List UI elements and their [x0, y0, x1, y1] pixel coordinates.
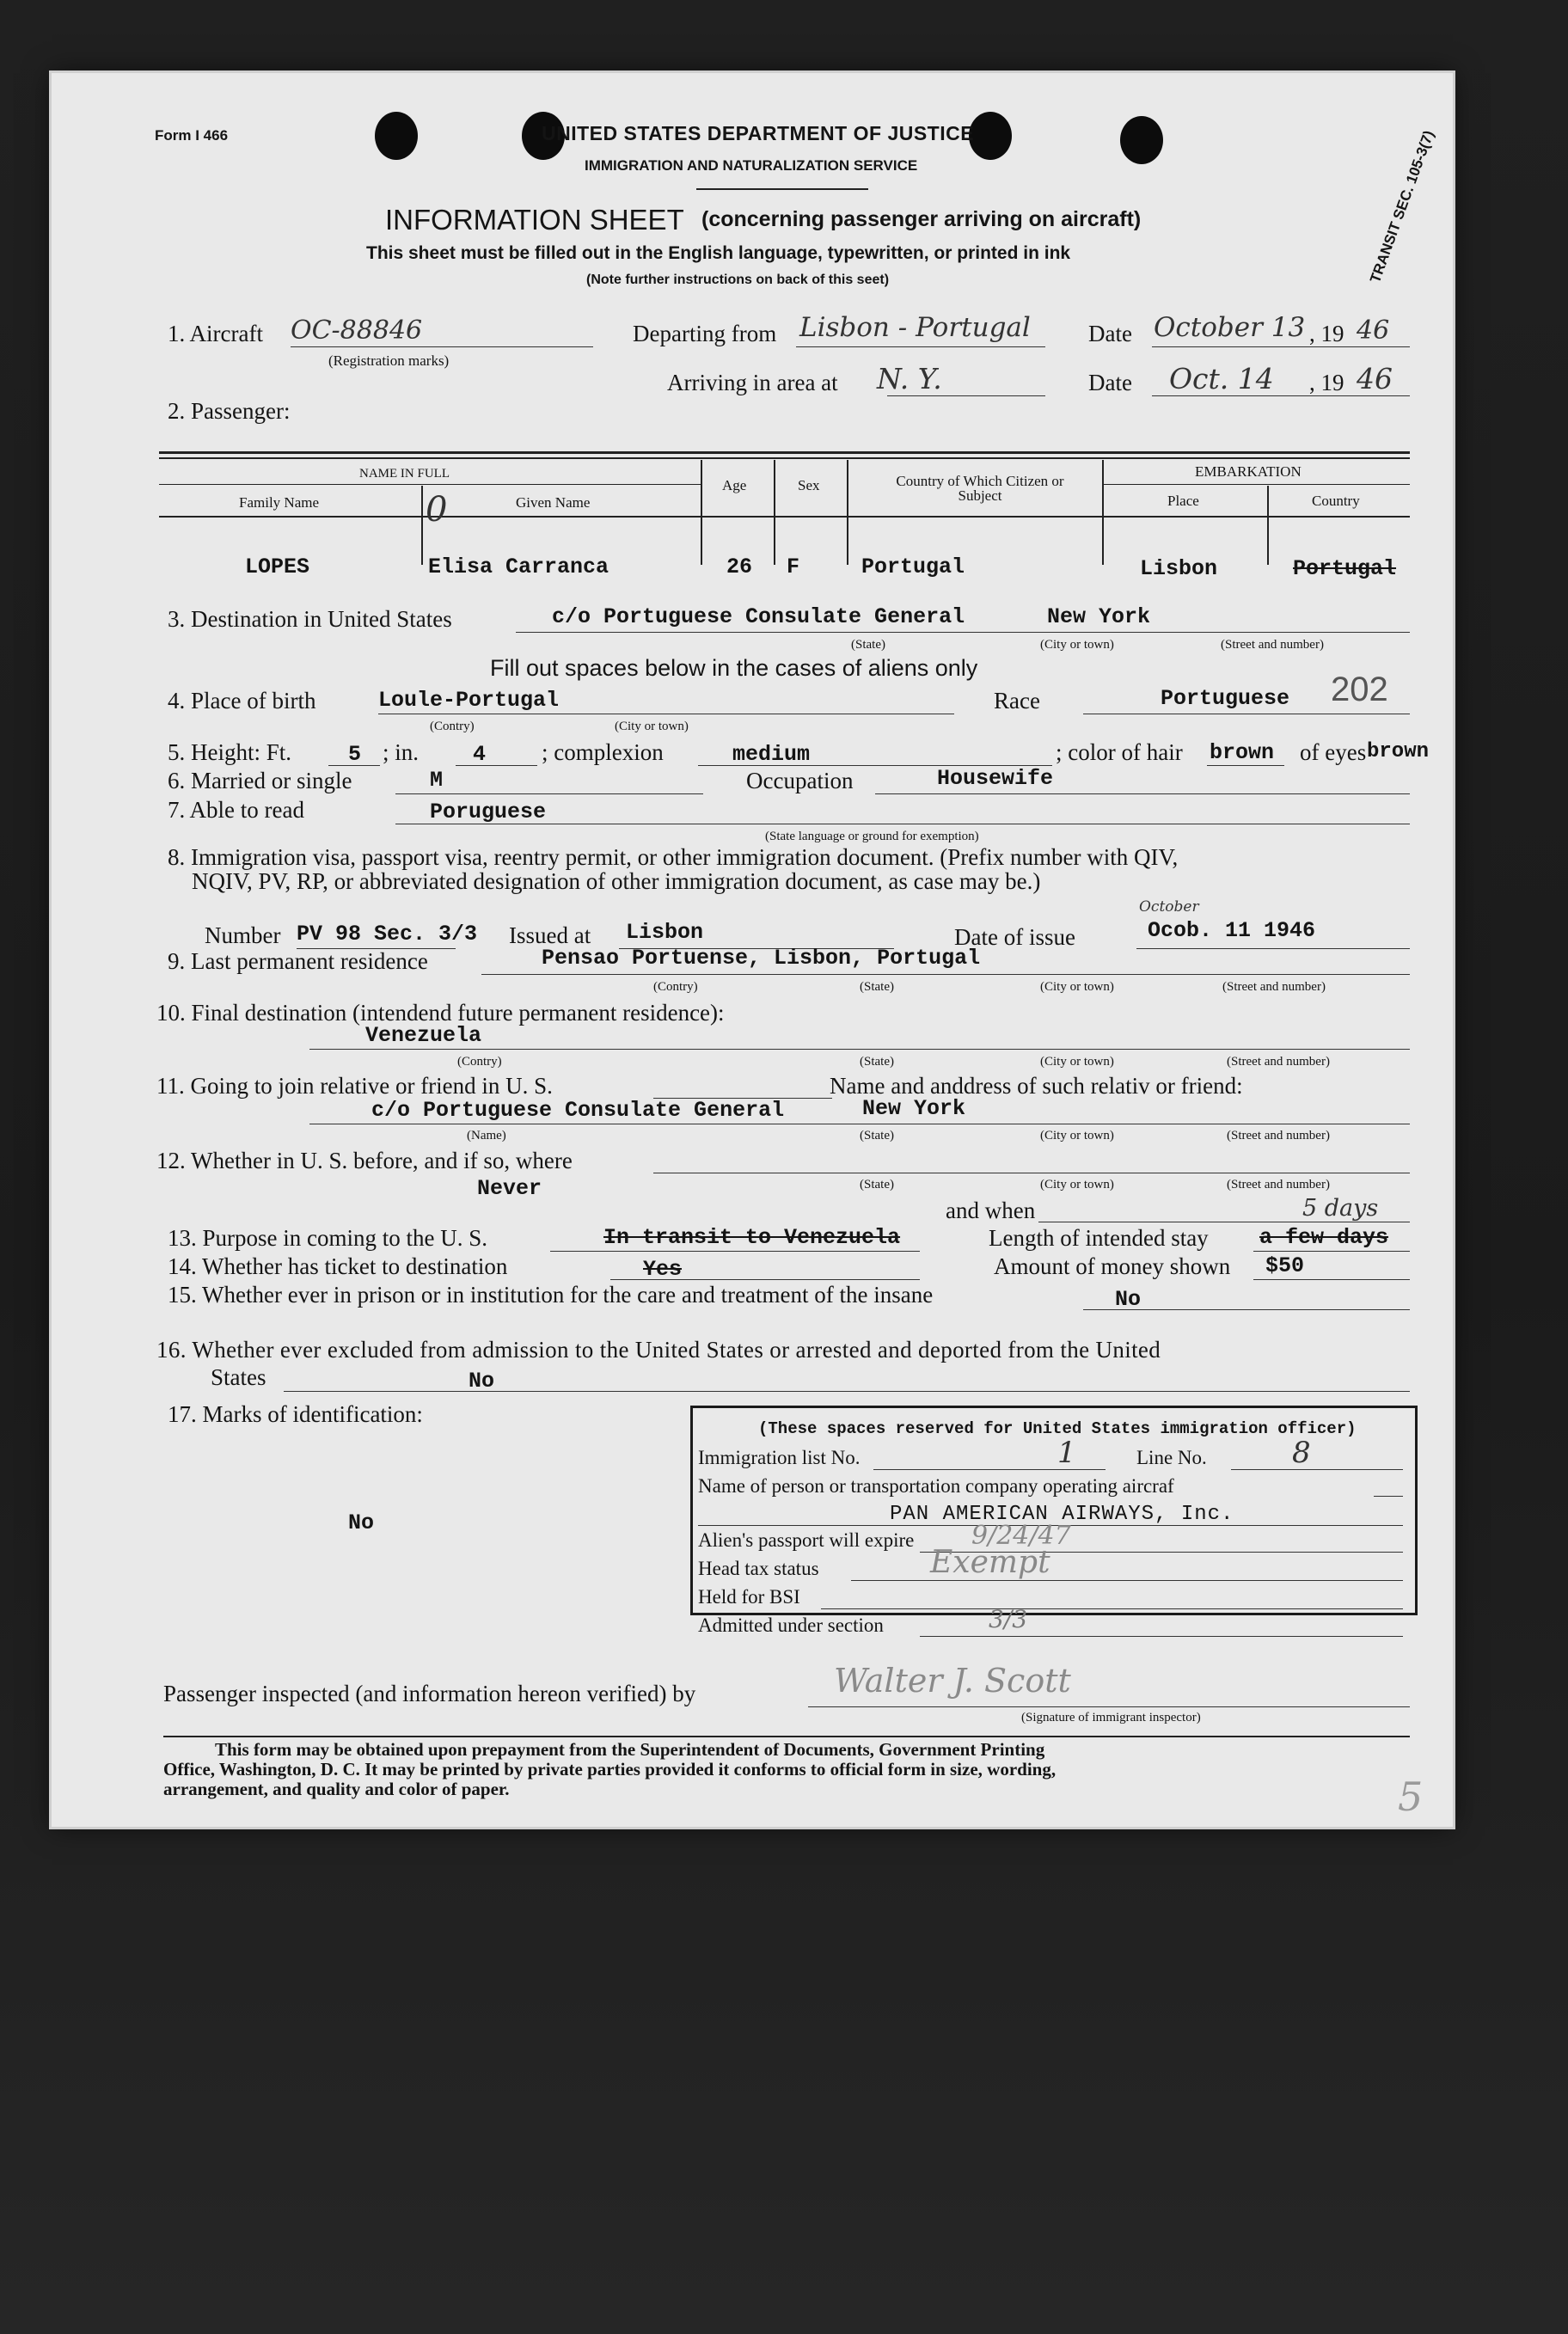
signature-caption: (Signature of immigrant inspector): [1021, 1711, 1201, 1724]
destination-city: New York: [1047, 604, 1151, 629]
immigration-list-value: 1: [1057, 1436, 1076, 1470]
given-name-header: Given Name: [516, 494, 591, 511]
hair-label: ; color of hair: [1056, 739, 1183, 765]
join-label: 11. Going to join relative or friend in U. S.: [156, 1073, 553, 1099]
caption-city: (City or town): [1040, 1055, 1114, 1069]
citizenship-value: Portugal: [861, 554, 965, 579]
company-label: Name of person or transportation company operating aircraf: [698, 1475, 1174, 1497]
height-ft: 5: [348, 742, 362, 767]
officer-box-title: (These spaces reserved for United States immigration officer): [758, 1419, 1357, 1438]
visa-issued-label: Issued at: [509, 922, 591, 948]
residence-label: 9. Last permanent residence: [168, 948, 428, 974]
family-name-header: Family Name: [239, 494, 320, 511]
height-in-label: ; in.: [383, 739, 420, 765]
destination-value: c/o Portuguese Consulate General: [552, 604, 965, 629]
given-name-value: Elisa Carranca: [428, 554, 609, 579]
aliens-note: Fill out spaces below in the cases of aliens only: [490, 655, 978, 681]
section-value: 3/3: [989, 1605, 1028, 1633]
occupation-label: Occupation: [746, 768, 854, 793]
destination-label: 3. Destination in United States: [168, 606, 452, 632]
footer-line3: arrangement, and quality and color of paper.: [163, 1779, 510, 1799]
caption-street: (Street and number): [1227, 1178, 1330, 1192]
arriving-label: Arriving in area at: [667, 370, 838, 395]
caption-state: (State): [860, 1129, 894, 1142]
visa-date: Ocob. 11 1946: [1148, 918, 1316, 943]
punch-hole: [969, 112, 1012, 160]
before-label: 12. Whether in U. S. before, and if so, where: [156, 1148, 573, 1173]
join-city: New York: [862, 1096, 966, 1121]
caption-city: (City or town): [1040, 1178, 1114, 1192]
caption-city: (City or town): [1040, 638, 1114, 652]
caption-street: (Street and number): [1221, 638, 1324, 652]
age-header: Age: [722, 477, 747, 493]
visa-line2: NQIV, PV, RP, or abbreviated designation of other immigration document, as case may be.): [192, 868, 1041, 894]
page-mark: 5: [1398, 1773, 1424, 1820]
read-label: 7. Able to read: [168, 797, 304, 823]
birth-value: Loule-Portugal: [378, 688, 560, 713]
line-number-value: 8: [1292, 1436, 1311, 1470]
form-title: INFORMATION SHEET: [385, 204, 684, 236]
caption-city: (City or town): [1040, 980, 1114, 994]
footer-line2: Office, Washington, D. C. It may be printed by private parties provided it conforms to official form in size, wording,: [163, 1759, 1057, 1780]
form-instructions: This sheet must be filled out in the English language, typewritten, or printed in ink: [366, 243, 1071, 263]
departing-label: Departing from: [633, 321, 777, 346]
name-in-full-header: NAME IN FULL: [359, 467, 450, 481]
date1-value: October 13: [1154, 312, 1306, 343]
bsi-label: Held for BSI: [698, 1586, 800, 1608]
headtax-value: Exempt: [930, 1545, 1050, 1580]
inspector-signature: Walter J. Scott: [834, 1662, 1071, 1700]
sex-header: Sex: [798, 477, 820, 493]
emb-country-header: Country: [1312, 493, 1360, 509]
prison-value: No: [1115, 1287, 1142, 1312]
place-header: Place: [1167, 493, 1199, 509]
caption-state: (State): [860, 980, 894, 994]
caption-street: (Street and number): [1222, 980, 1326, 994]
caption-contry: (Contry): [653, 980, 698, 994]
visa-number: PV 98 Sec. 3/3: [297, 922, 478, 946]
aircraft-value: OC-88846: [291, 315, 423, 346]
form-note: (Note further instructions on back of this seet): [586, 273, 890, 287]
departing-value: Lisbon - Portugal: [799, 312, 1031, 343]
caption-street: (Street and number): [1227, 1129, 1330, 1142]
date1-year: 46: [1357, 315, 1390, 346]
purpose-label: 13. Purpose in coming to the U. S.: [168, 1225, 487, 1251]
complexion-value: medium: [732, 742, 811, 767]
stay-label: Length of intended stay: [989, 1225, 1209, 1251]
read-value: Poruguese: [430, 799, 547, 824]
caption-state: (State): [860, 1055, 894, 1069]
family-name-value: LOPES: [245, 554, 310, 579]
immigration-list-label: Immigration list No.: [698, 1447, 861, 1468]
inspection-label: Passenger inspected (and information hereon verified) by: [163, 1681, 696, 1706]
money-value: $50: [1265, 1253, 1305, 1278]
date2-label: Date: [1088, 370, 1132, 395]
stay-handwritten: 5 days: [1302, 1195, 1379, 1222]
final-dest-label: 10. Final destination (intendend future permanent residence):: [156, 1000, 725, 1026]
date1-label: Date: [1088, 321, 1132, 346]
caption-city: (City or town): [615, 720, 689, 733]
eyes-value: brown: [1367, 740, 1430, 763]
married-label: 6. Married or single: [168, 768, 352, 793]
footer-line1: This form may be obtained upon prepayment from the Superintendent of Documents, Government Printing: [215, 1739, 1045, 1760]
caption-name: (Name): [467, 1129, 506, 1142]
excluded-value: No: [469, 1369, 495, 1394]
caption-contry: (Contry): [430, 720, 475, 733]
race-label: Race: [994, 688, 1040, 714]
race-code: 202: [1331, 671, 1388, 708]
purpose-value: In transit to Venezuela: [603, 1225, 901, 1250]
excluded-line1: 16. Whether ever excluded from admission to the United States or arrested and deported from the United: [156, 1337, 1161, 1363]
height-in: 4: [473, 742, 487, 767]
residence-value: Pensao Portuense, Lisbon, Portugal: [542, 946, 981, 971]
hair-value: brown: [1210, 740, 1275, 765]
transit-stamp: TRANSIT SEC. 105-3(7): [1367, 128, 1437, 285]
excluded-line2: States: [211, 1364, 266, 1390]
caption-street: (Street and number): [1227, 1055, 1330, 1069]
marks-value: No: [348, 1510, 375, 1535]
age-value: 26: [726, 554, 753, 579]
company-value: PAN AMERICAN AIRWAYS, Inc.: [890, 1503, 1234, 1526]
height-label: 5. Height: Ft.: [168, 739, 292, 765]
ticket-value: Yes: [643, 1257, 683, 1282]
service-heading: IMMIGRATION AND NATURALIZATION SERVICE: [585, 157, 918, 174]
visa-issued: Lisbon: [626, 920, 704, 945]
visa-number-label: Number: [205, 922, 281, 948]
visa-date-note: October: [1139, 898, 1199, 916]
date2-value: Oct. 14: [1169, 362, 1274, 395]
emb-place-value: Lisbon: [1140, 556, 1218, 581]
caption-state: (State): [860, 1178, 894, 1192]
arriving-value: N. Y.: [877, 362, 942, 395]
visa-line1: 8. Immigration visa, passport visa, reentry permit, or other immigration document. (Prefix number with QIV,: [168, 844, 1179, 870]
join-name-label: Name and anddress of such relativ or friend:: [830, 1073, 1243, 1099]
punch-hole: [375, 112, 418, 160]
date2-year-prefix: , 19: [1309, 370, 1344, 395]
race-value: Portuguese: [1161, 686, 1290, 711]
emb-country-value: Portugal: [1293, 556, 1397, 581]
aircraft-label: 1. Aircraft: [168, 321, 263, 346]
passport-value: 9/24/47: [971, 1521, 1071, 1551]
caption-state: (State): [851, 638, 885, 652]
date1-year-prefix: , 19: [1309, 321, 1344, 346]
birth-label: 4. Place of birth: [168, 688, 316, 714]
final-dest-value: Venezuela: [365, 1023, 482, 1048]
visa-date-label: Date of issue: [954, 924, 1075, 950]
section-label: Admitted under section: [698, 1614, 884, 1636]
caption-city: (City or town): [1040, 1129, 1114, 1142]
handwritten-mark: 0: [426, 490, 448, 530]
money-label: Amount of money shown: [994, 1253, 1231, 1279]
marks-label: 17. Marks of identification:: [168, 1401, 423, 1427]
before-value: Never: [477, 1176, 542, 1201]
punch-hole: [1120, 116, 1163, 164]
stay-value: a few days: [1259, 1225, 1389, 1250]
form-title-sub: (concerning passenger arriving on aircraft): [701, 207, 1142, 231]
occupation-value: Housewife: [937, 766, 1054, 791]
passenger-label: 2. Passenger:: [168, 398, 291, 424]
married-value: M: [430, 768, 444, 793]
prison-label: 15. Whether ever in prison or in institution for the care and treatment of the insane: [168, 1282, 934, 1308]
caption-state-language: (State language or ground for exemption): [765, 830, 979, 843]
caption-contry: (Contry): [457, 1055, 502, 1069]
line-number-label: Line No.: [1136, 1447, 1207, 1468]
sex-value: F: [787, 554, 800, 579]
form-number: Form I 466: [155, 127, 229, 144]
registration-caption: (Registration marks): [328, 352, 450, 369]
join-value: c/o Portuguese Consulate General: [371, 1098, 785, 1123]
date2-year: 46: [1357, 362, 1393, 395]
ticket-label: 14. Whether has ticket to destination: [168, 1253, 508, 1279]
country-header: Country of Which Citizen or Subject: [896, 473, 1064, 504]
passport-label: Alien's passport will expire: [698, 1529, 915, 1551]
eyes-label: of eyes: [1300, 739, 1367, 765]
before-when-label: and when: [946, 1198, 1036, 1223]
headtax-label: Head tax status: [698, 1558, 819, 1579]
complexion-label: ; complexion: [542, 739, 664, 765]
embarkation-header: EMBARKATION: [1195, 463, 1302, 480]
department-heading: UNITED STATES DEPARTMENT OF JUSTICE: [542, 122, 975, 144]
form-sheet: [52, 73, 1453, 1827]
